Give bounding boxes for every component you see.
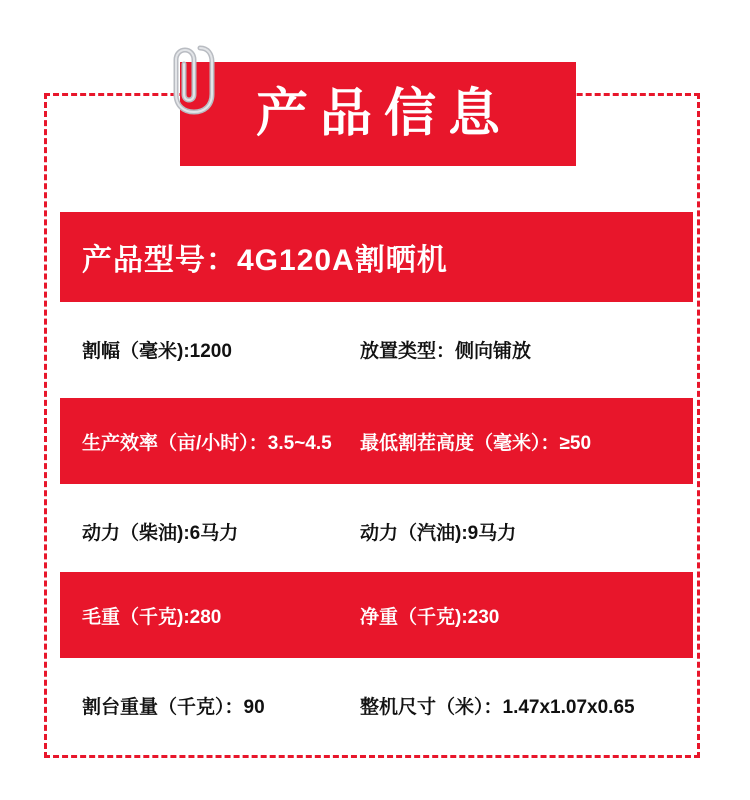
spec-cell-left: 生产效率（亩/小时）：3.5~4.5 bbox=[82, 432, 332, 454]
paperclip-icon bbox=[170, 42, 218, 116]
spec-cell-left: 割台重量（千克）：90 bbox=[82, 696, 265, 718]
table-row bbox=[60, 306, 693, 392]
table-row bbox=[60, 488, 693, 574]
table-row bbox=[60, 398, 693, 484]
spec-cell-left: 毛重（千克):280 bbox=[82, 606, 222, 628]
title-banner bbox=[180, 62, 576, 166]
spec-cell-left: 割幅（毫米):1200 bbox=[82, 340, 232, 362]
table-row bbox=[60, 662, 693, 748]
spec-cell-right: 放置类型：侧向铺放 bbox=[360, 340, 532, 362]
spec-cell-right: 动力（汽油):9马力 bbox=[360, 522, 517, 544]
product-model-row bbox=[60, 212, 693, 302]
table-row bbox=[60, 572, 693, 658]
spec-cell-right: 整机尺寸（米）：1.47x1.07x0.65 bbox=[360, 696, 635, 718]
spec-cell-right: 最低割茬高度（毫米）：≥50 bbox=[360, 432, 592, 454]
spec-cell-left: 动力（柴油):6马力 bbox=[82, 522, 239, 544]
spec-cell-right: 净重（千克):230 bbox=[360, 606, 500, 628]
product-model-label: 产品型号：4G120A割晒机 bbox=[82, 244, 448, 277]
page-title: 产品信息 bbox=[255, 85, 512, 143]
